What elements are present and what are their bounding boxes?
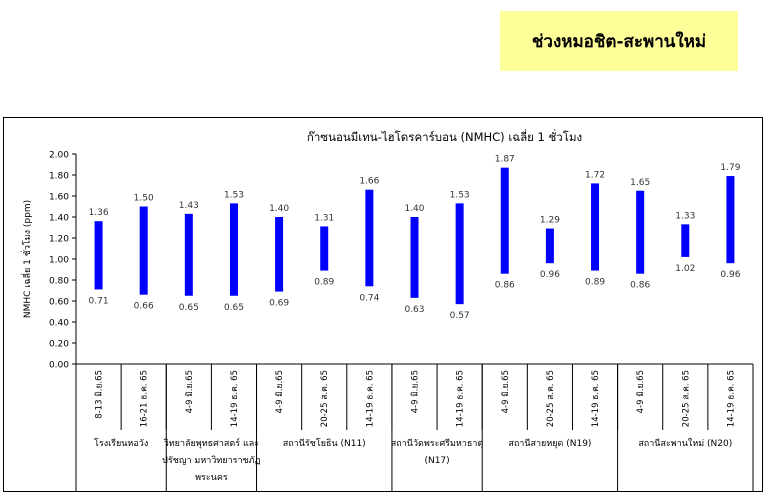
max-value-label: 1.29	[539, 215, 560, 226]
banner-title: ช่วงหมอชิต-สะพานใหม่	[531, 31, 707, 52]
range-bar	[320, 226, 328, 270]
range-bar	[591, 183, 599, 270]
range-bar	[275, 217, 283, 292]
max-value-label: 1.31	[314, 213, 335, 224]
range-bar	[456, 203, 464, 304]
category-label: 14-19 ธ.ค. 65	[455, 370, 466, 428]
category-label: 4-9 มิ.ย.65	[500, 370, 511, 414]
max-value-label: 1.50	[133, 193, 154, 204]
group-label: ปรัชญา มหาวิทยาราชภัฏ	[162, 456, 261, 466]
max-value-label: 1.72	[585, 170, 606, 181]
min-value-label: 0.74	[359, 293, 380, 304]
range-bar	[681, 224, 689, 257]
min-value-label: 0.63	[404, 304, 425, 315]
max-value-label: 1.53	[449, 190, 470, 201]
min-value-label: 0.57	[449, 311, 470, 322]
group-label: โรงเรียนหอวัง	[94, 439, 149, 449]
range-bar	[230, 203, 238, 295]
y-tick-label: 0.80	[48, 276, 69, 287]
category-label: 20-25 ส.ค. 65	[545, 370, 556, 428]
category-label: 4-9 มิ.ย.65	[410, 370, 421, 414]
category-label: 4-9 มิ.ย.65	[636, 370, 647, 414]
max-value-label: 1.53	[223, 190, 244, 201]
category-label: 14-19 ธ.ค. 65	[726, 370, 737, 428]
y-tick-label: 1.60	[48, 192, 69, 203]
min-value-label: 0.86	[630, 280, 651, 291]
max-value-label: 1.43	[178, 200, 199, 211]
category-label: 14-19 ธ.ค. 65	[229, 370, 240, 428]
min-value-label: 0.66	[133, 301, 154, 312]
max-value-label: 1.87	[494, 154, 515, 165]
y-tick-label: 0.20	[48, 339, 69, 350]
group-label: พระนคร	[195, 473, 228, 483]
group-label: สถานีวัดพระศรีมหาธาตุ	[390, 439, 484, 449]
min-value-label: 0.86	[494, 280, 515, 291]
y-tick-label: 1.80	[48, 171, 69, 182]
group-label: (N17)	[424, 456, 450, 466]
min-value-label: 0.69	[269, 298, 290, 309]
range-bar	[726, 176, 734, 263]
y-tick-label: 0.60	[48, 297, 69, 308]
min-value-label: 0.65	[178, 302, 199, 313]
category-label: 14-19 ธ.ค. 65	[591, 370, 602, 428]
min-value-label: 0.89	[585, 277, 606, 288]
range-bar	[95, 221, 103, 289]
min-value-label: 0.96	[720, 270, 741, 281]
min-value-label: 1.02	[675, 263, 696, 274]
max-value-label: 1.40	[404, 204, 425, 214]
max-value-label: 1.40	[269, 204, 290, 214]
max-value-label: 1.65	[630, 177, 651, 188]
range-bar	[411, 217, 419, 298]
category-label: 14-19 ธ.ค. 65	[365, 370, 376, 428]
range-bar	[501, 168, 509, 274]
group-label: วิทยาลัยพุทธศาสตร์ และ	[163, 439, 260, 449]
range-bar	[365, 190, 373, 287]
min-value-label: 0.89	[314, 277, 335, 288]
y-tick-label: 0.00	[48, 360, 69, 371]
category-label: 4-9 มิ.ย.65	[275, 370, 286, 414]
chart-title: ก๊าซนอนมีเทน-ไฮโดรคาร์บอน (NMHC) เฉลี่ย 1 ชั่วโมง	[306, 130, 583, 144]
max-value-label: 1.33	[675, 211, 696, 222]
max-value-label: 1.66	[359, 176, 380, 187]
category-label: 8-13 มิ.ย.65	[94, 370, 105, 419]
y-tick-label: 1.40	[48, 213, 69, 224]
max-value-label: 1.79	[720, 163, 741, 174]
y-tick-label: 2.00	[48, 150, 69, 161]
min-value-label: 0.96	[539, 270, 560, 281]
category-label: 4-9 มิ.ย.65	[184, 370, 195, 414]
min-value-label: 0.71	[88, 296, 109, 307]
category-label: 16-21 ธ.ค. 65	[139, 370, 150, 428]
y-axis-label: NMHC เฉลี่ย 1 ชั่วโมง (ppm)	[23, 199, 33, 319]
min-value-label: 0.65	[223, 302, 244, 313]
group-label: สถานีสายหยุด (N19)	[508, 439, 592, 449]
range-bar	[636, 191, 644, 274]
range-bar	[546, 229, 554, 264]
group-label: สถานีรัชโยธิน (N11)	[282, 439, 366, 449]
range-bar	[185, 214, 193, 296]
range-bar	[140, 207, 148, 295]
category-label: 20-25 ส.ค. 65	[320, 370, 331, 428]
group-label: สถานีสะพานใหม่ (N20)	[638, 439, 733, 449]
category-label: 20-25 ส.ค. 65	[681, 370, 692, 428]
y-tick-label: 1.00	[48, 255, 69, 266]
max-value-label: 1.36	[88, 208, 109, 219]
y-tick-label: 0.40	[48, 318, 69, 329]
y-tick-label: 1.20	[48, 234, 69, 245]
